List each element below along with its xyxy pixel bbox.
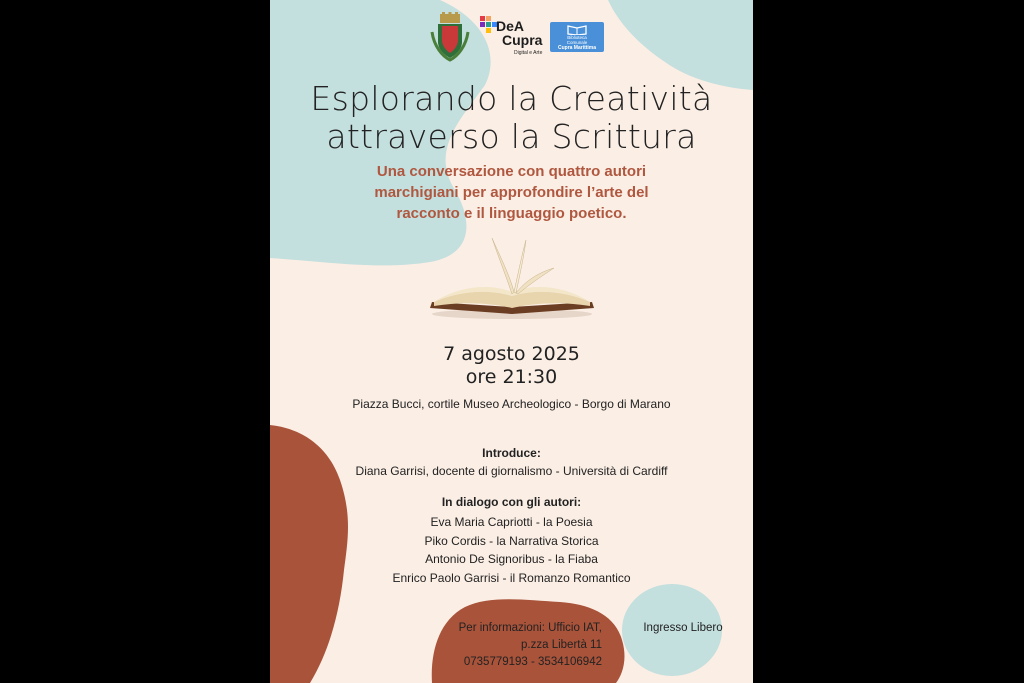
dea-cupra-line2: Cupra [502, 32, 543, 48]
event-poster [270, 0, 753, 683]
author-item: Enrico Paolo Garrisi - il Romanzo Romantico [392, 570, 631, 585]
contact-info [420, 620, 602, 671]
event-date: 7 agosto 2025 [443, 343, 580, 365]
library-line1: Biblioteca [567, 35, 587, 40]
title-line-1: Esplorando la Creatività [310, 79, 713, 118]
author-item: Eva Maria Capriotti - la Poesia [430, 515, 593, 529]
subtitle-line-2: marchigiani per approfondire l’arte del [374, 184, 649, 201]
dialogue-heading: In dialogo con gli autori: [441, 495, 582, 509]
event-time: ore 21:30 [465, 366, 558, 388]
event-venue: Piazza Bucci, cortile Museo Archeologico - Borgo di Marano [352, 397, 671, 411]
author-item: Antonio De Signoribus - la Fiaba [425, 552, 598, 566]
info-line-3: 0735779193 - 3534106942 [463, 656, 602, 668]
introduce-heading: Introduce: [482, 446, 541, 460]
introduce-text: Diana Garrisi, docente di giornalismo - Università di Cardiff [355, 464, 668, 478]
library-line2: Comunale [566, 40, 588, 45]
dea-cupra-logo [478, 12, 548, 64]
info-line-1: Per informazioni: Ufficio IAT, [458, 622, 602, 634]
coat-of-arms-icon [430, 12, 470, 64]
event-subtitle [270, 161, 753, 224]
library-line3: Cupra Marittima [557, 45, 597, 51]
title-line-2: attraverso la Scrittura [326, 117, 697, 156]
free-entry-badge: Ingresso Libero [643, 622, 723, 634]
library-logo [550, 22, 604, 52]
book-logo-icon [567, 24, 587, 35]
info-line-2: p.zza Libertà 11 [521, 639, 602, 651]
subtitle-line-1: Una conversazione con quattro autori [376, 163, 647, 180]
open-book-icon [426, 236, 598, 320]
dea-cupra-line1: DeA [496, 18, 525, 34]
event-title [270, 80, 753, 156]
event-datetime [270, 343, 753, 389]
sponsor-logos [270, 12, 753, 68]
subtitle-line-3: racconto e il linguaggio poetico. [396, 205, 627, 222]
dea-cupra-tagline: Digital e Arte [514, 50, 543, 56]
author-item: Piko Cordis - la Narrativa Storica [424, 533, 599, 548]
authors-list [270, 513, 753, 587]
